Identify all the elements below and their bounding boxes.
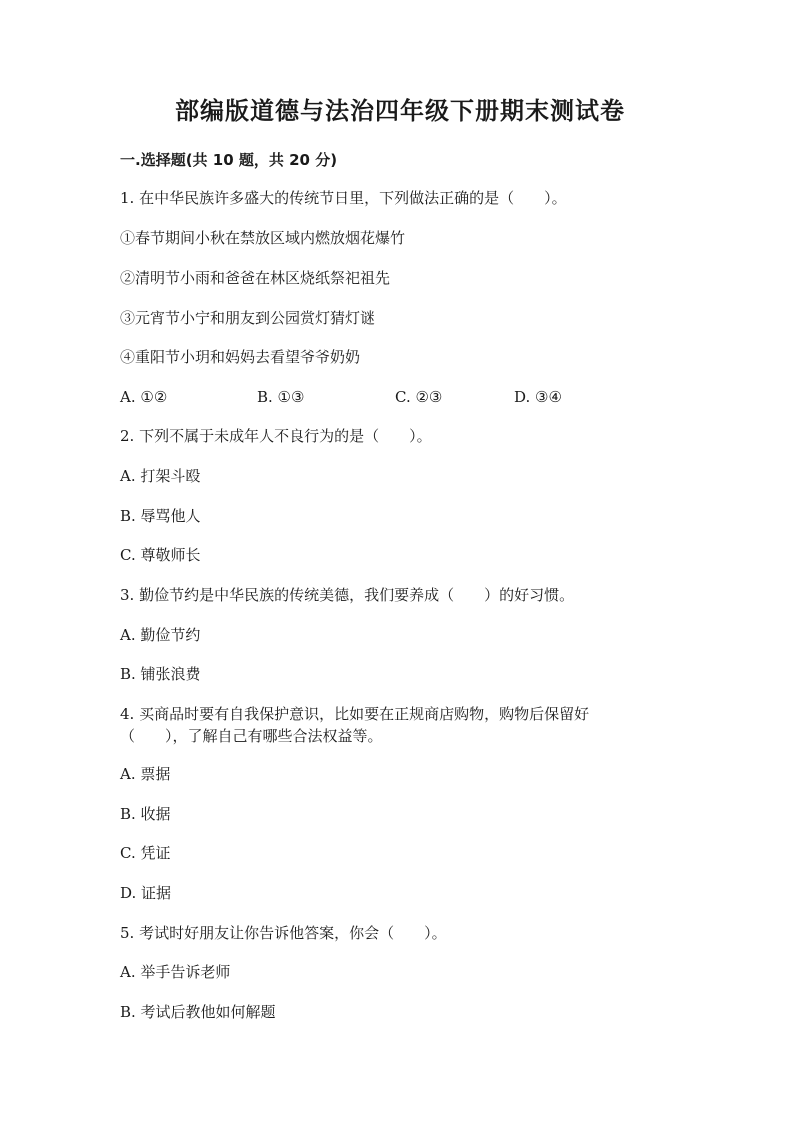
question-4-option-a[interactable]: A. 票据 <box>120 765 171 783</box>
question-4-option-b[interactable]: B. 收据 <box>120 805 171 823</box>
question-1-option-d[interactable]: D. ③④ <box>514 388 562 406</box>
question-3-option-b[interactable]: B. 铺张浪费 <box>120 665 201 683</box>
question-1-option-b[interactable]: B. ①③ <box>257 388 305 406</box>
question-5-option-a[interactable]: A. 举手告诉老师 <box>120 963 231 981</box>
section-heading: 一.选择题(共 10 题，共 20 分) <box>120 151 338 169</box>
question-1-statement-3: ③元宵节小宁和朋友到公园赏灯猜灯谜 <box>120 309 376 327</box>
question-1-statement-4: ④重阳节小玥和妈妈去看望爷爷奶奶 <box>120 348 361 366</box>
question-4-stem-line-1: 4. 买商品时要有自我保护意识，比如要在正规商店购物，购物后保留好 <box>120 705 590 723</box>
question-2-option-c[interactable]: C. 尊敬师长 <box>120 546 201 564</box>
question-1-statement-1: ①春节期间小秋在禁放区域内燃放烟花爆竹 <box>120 229 406 247</box>
question-3-stem: 3. 勤俭节约是中华民族的传统美德，我们要养成（ ）的好习惯。 <box>120 586 575 604</box>
question-3-option-a[interactable]: A. 勤俭节约 <box>120 626 201 644</box>
question-4-stem-line-2: （ ），了解自己有哪些合法权益等。 <box>120 727 383 745</box>
question-2-option-b[interactable]: B. 辱骂他人 <box>120 507 201 525</box>
question-1-statement-2: ②清明节小雨和爸爸在林区烧纸祭祀祖先 <box>120 269 391 287</box>
question-4-option-d[interactable]: D. 证据 <box>120 884 172 902</box>
page-title: 部编版道德与法治四年级下册期末测试卷 <box>175 96 625 125</box>
question-1-options <box>120 386 680 408</box>
question-2-stem: 2. 下列不属于未成年人不良行为的是（ ）。 <box>120 427 432 445</box>
question-5-option-b[interactable]: B. 考试后教他如何解题 <box>120 1003 276 1021</box>
question-1-option-c[interactable]: C. ②③ <box>395 388 443 406</box>
question-1-option-a[interactable]: A. ①② <box>120 388 168 406</box>
question-5-stem: 5. 考试时好朋友让你告诉他答案，你会（ ）。 <box>120 924 447 942</box>
question-4-option-c[interactable]: C. 凭证 <box>120 844 171 862</box>
question-2-option-a[interactable]: A. 打架斗殴 <box>120 467 201 485</box>
question-1-stem: 1. 在中华民族许多盛大的传统节日里，下列做法正确的是（ ）。 <box>120 189 567 207</box>
